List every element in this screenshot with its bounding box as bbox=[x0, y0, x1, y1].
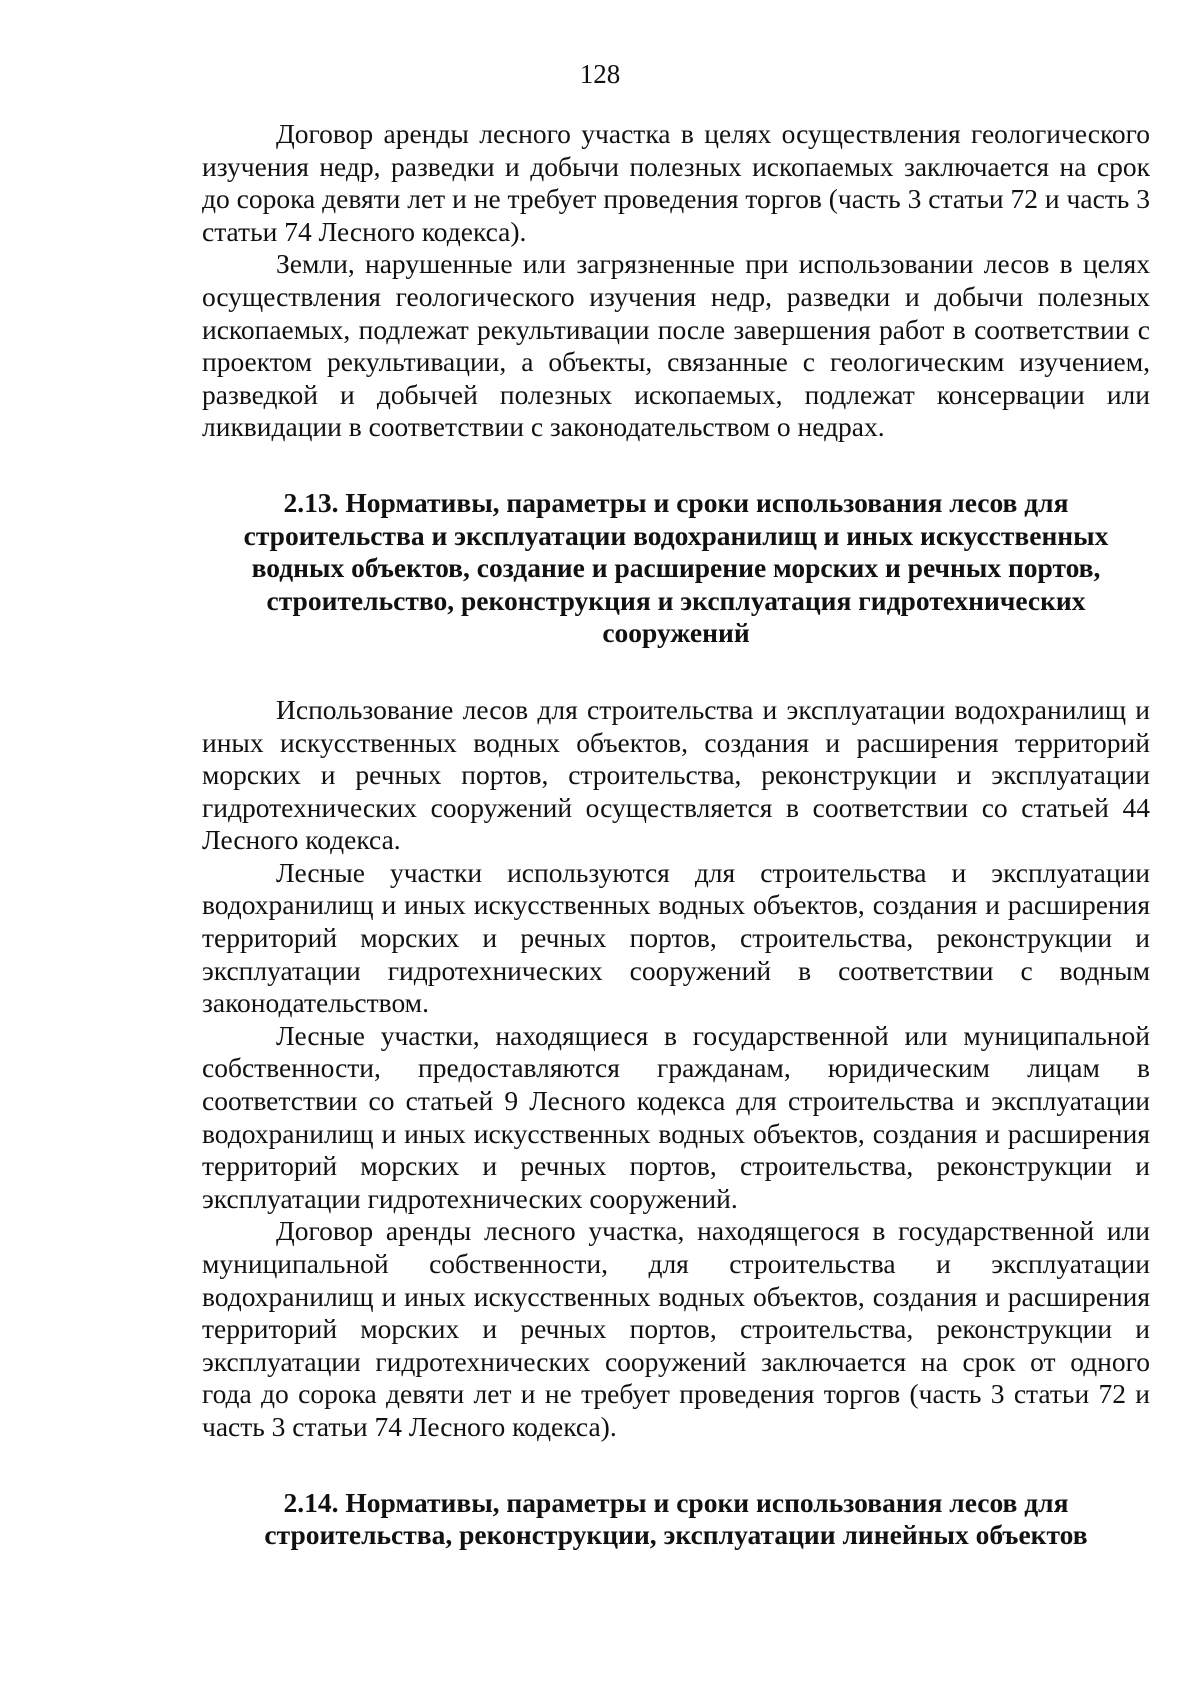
paragraph-forest-use-article-44: Использование лесов для строительства и эксплуатации водохранилищ и иных искусственных водных объектов, создания и расширения территорий морских и речных портов, строительства, реконструкции и эксплуатации гидротехнических сооружений осуществляется в соответствии со статьей 44 Лесного кодекса. bbox=[202, 693, 1150, 856]
paragraph-land-recultivation: Земли, нарушенные или загрязненные при использовании лесов в целях осуществления геологического изучения недр, разведки и добычи полезных ископаемых, подлежат рекультивации после завершения работ в соответствии с проектом рекультивации, а объекты, связанные с геологическим изучением, разведкой и добычей полезных ископаемых, подлежат консервации или ликвидации в соответствии с законодательством о недрах. bbox=[202, 248, 1150, 443]
paragraph-article-9-provision: Лесные участки, находящиеся в государственной или муниципальной собственности, предоставляются гражданам, юридическим лицам в соответствии со статьей 9 Лесного кодекса для строительства и эксплуатации водохранилищ и иных искусственных водных объектов, создания и расширения территорий морских и речных портов, строительства, реконструкции и эксплуатации гидротехнических сооружений. bbox=[202, 1019, 1150, 1214]
paragraph-lease-hydro: Договор аренды лесного участка, находящегося в государственной или муниципальной собственности, для строительства и эксплуатации водохранилищ и иных искусственных водных объектов, создания и расширения территорий морских и речных портов, строительства, реконструкции и эксплуатации гидротехнических сооружений заключается на срок от одного года до сорока девяти лет и не требует проведения торгов (часть 3 статьи 72 и часть 3 статьи 74 Лесного кодекса). bbox=[202, 1215, 1150, 1442]
section-heading-2-13: 2.13. Нормативы, параметры и сроки использования лесов для строительства и эксплуатации водохранилищ и иных искусственных водных объектов, создание и расширение морских и речных портов, строительство, реконструкция и эксплуатация гидротехнических сооружений bbox=[243, 486, 1109, 649]
section-heading-2-14: 2.14. Нормативы, параметры и сроки использования лесов для строительства, реконструкции, эксплуатации линейных объектов bbox=[264, 1486, 1088, 1551]
page-number: 128 bbox=[579, 59, 621, 89]
paragraph-lease-geology: Договор аренды лесного участка в целях осуществления геологического изучения недр, разведки и добычи полезных ископаемых заключается на срок до сорока девяти лет и не требует проведения торгов (часть 3 статьи 72 и часть 3 статьи 74 Лесного кодекса). bbox=[202, 118, 1150, 247]
document-body bbox=[202, 118, 1150, 1552]
paragraph-water-legislation: Лесные участки используются для строительства и эксплуатации водохранилищ и иных искусственных водных объектов, создания и расширения территорий морских и речных портов, строительства, реконструкции и эксплуатации гидротехнических сооружений в соответствии с водным законодательством. bbox=[202, 856, 1150, 1019]
